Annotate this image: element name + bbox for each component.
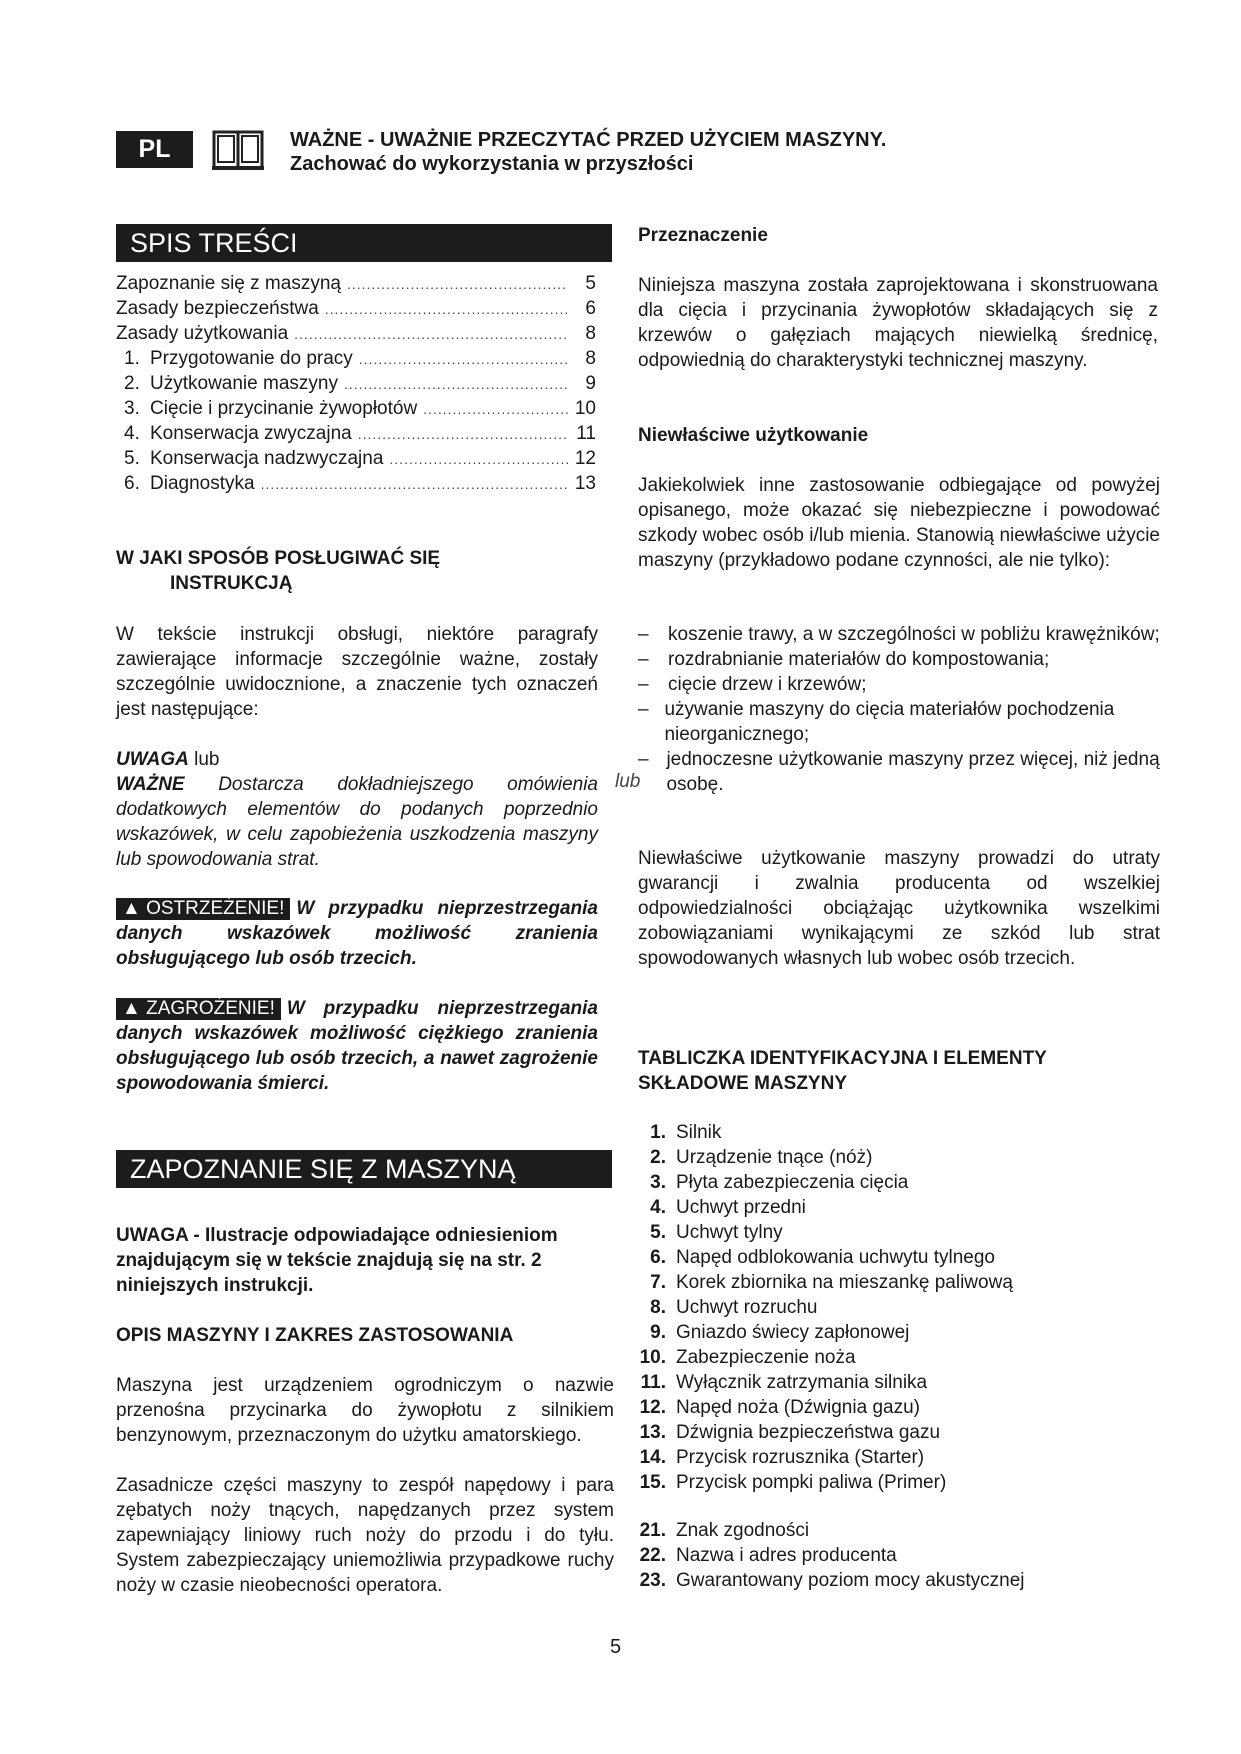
warning-paragraph: ▲ OSTRZEŻENIE! W przypadku nieprzestrzegania danych wskazówek możliwość zranienia obsługującego lub osób trzecich. — [116, 898, 598, 969]
list-item: 3. Płyta zabezpieczenia cięcia — [650, 1172, 909, 1193]
label-list — [628, 1518, 1188, 1593]
margin-mark: lub — [615, 771, 641, 792]
toc-subrow[interactable]: 4. Konserwacja zwyczajna ..... 11 — [116, 423, 596, 448]
list-item: 21. Znak zgodności — [639, 1520, 810, 1541]
parts-list — [628, 1120, 1188, 1495]
uwaga-line: UWAGA lub — [116, 749, 220, 770]
list-item: 7. Korek zbiornika na mieszankę paliwową — [650, 1272, 1013, 1293]
description-para-2: Zasadnicze części maszyny to zespół napędowy i para zębatych noży tnących, napędzanych przez system zapewniający liniowy ruch noży do przodu i do tyłu. System zabezpieczający uniemożliwia przypadkowe ruchy noży w czasie nieobecności operatora. — [116, 1475, 614, 1596]
misuse-heading: Niewłaściwe użytkowanie — [638, 425, 869, 446]
list-item: – rozdrabnianie materiałów do kompostowania; — [638, 649, 1050, 670]
danger-paragraph: ▲ ZAGROŻENIE! W przypadku nieprzestrzegania danych wskazówek możliwość ciężkiego zranienia obsługującego lub osób trzecich, a nawet zagrożenie spowodowania śmierci. — [116, 998, 598, 1094]
list-item: 13. Dźwignia bezpieczeństwa gazu — [639, 1422, 941, 1443]
misuse-consequence: Niewłaściwe użytkowanie maszyny prowadzi do utraty gwarancji i zwalnia producenta od wszelkiej odpowiedzialności obciążając użytkownika wszelkimi zobowiązaniami wynikającymi ze szkód lub strat spowodowanych własnych lub wobec osób trzecich. — [638, 848, 1160, 969]
list-item: – koszenie trawy, a w szczególności w pobliżu krawężników; — [638, 624, 1160, 645]
page-number: 5 — [610, 1636, 622, 1658]
howto-heading: W JAKI SPOSÓB POSŁUGIWAĆ SIĘ — [116, 548, 441, 569]
header-warning-line: WAŻNE - UWAŻNIE PRZECZYTAĆ PRZED UŻYCIEM MASZYNY. — [290, 129, 887, 151]
toc-subrow[interactable]: 5. Konserwacja nadzwyczajna ..... 12 — [116, 448, 596, 473]
language-badge: PL — [116, 131, 193, 168]
list-item: – cięcie drzew i krzewów; — [638, 674, 867, 695]
description-para-1: Maszyna jest urządzeniem ogrodniczym o nazwie przenośna przycinarka do żywopłotu z silnikiem benzynowym, przeznaczonym do użytku amatorskiego. — [116, 1375, 614, 1446]
book-icon — [212, 128, 264, 172]
intro-section-title: ZAPOZNANIE SIĘ Z MASZYNĄ — [116, 1150, 612, 1188]
list-item: 22. Nazwa i adres producenta — [639, 1545, 897, 1566]
list-item: – używanie maszyny do cięcia materiałów pochodzenia nieorganicznego; — [638, 699, 1115, 745]
list-item: 5. Uchwyt tylny — [650, 1222, 783, 1243]
list-item: – jednoczesne użytkowanie maszyny przez więcej, niż jedną osobę. — [638, 749, 1160, 795]
list-item: 1. Silnik — [650, 1122, 722, 1143]
toc-row[interactable]: Zasady bezpieczeństwa ..... 6 — [116, 298, 596, 323]
purpose-heading: Przeznaczenie — [638, 225, 768, 246]
plate-heading: TABLICZKA IDENTYFIKACYJNA I ELEMENTY SKŁADOWE MASZYNY — [638, 1048, 1047, 1094]
warning-badge: ▲ OSTRZEŻENIE! — [116, 898, 290, 920]
list-item: 23. Gwarantowany poziom mocy akustycznej — [639, 1570, 1025, 1591]
danger-badge: ▲ ZAGROŻENIE! — [116, 998, 281, 1020]
toc-subrow[interactable]: 1. Przygotowanie do pracy ..... 8 — [116, 348, 596, 373]
toc-title: SPIS TREŚCI — [116, 224, 612, 262]
toc-subrow[interactable]: 3. Cięcie i przycinanie żywopłotów ..... 10 — [116, 398, 596, 423]
list-item: 14. Przycisk rozrusznika (Starter) — [639, 1447, 925, 1468]
illustrations-note: UWAGA - Ilustracje odpowiadające odniesieniom znajdującym się w tekście znajdują się na str. 2 niniejszych instrukcji. — [116, 1225, 558, 1296]
wazne-paragraph: WAŻNE Dostarcza dokładniejszego omówienia dodatkowych elementów do podanych poprzednio wskazówek, w celu zapobieżenia uszkodzenia maszyny lub spowodowania strat. — [116, 774, 598, 870]
howto-intro: W tekście instrukcji obsługi, niektóre paragrafy zawierające informacje szczególnie ważne, zostały szczególnie uwidocznione, a znaczenie tych oznaczeń jest następujące: — [116, 624, 598, 720]
list-item: 15. Przycisk pompki paliwa (Primer) — [639, 1472, 947, 1493]
list-item: 9. Gniazdo świecy zapłonowej — [650, 1322, 910, 1343]
misuse-text: Jakiekolwiek inne zastosowanie odbiegające od powyżej opisanego, może okazać się niebezpieczne i powodować szkody wobec osób i/lub mienia. Stanowią niewłaściwe użycie maszyny (przykładowo podane czynności, ale nie tylko): — [638, 475, 1160, 571]
description-heading: OPIS MASZYNY I ZAKRES ZASTOSOWANIA — [116, 1325, 514, 1346]
toc-row[interactable]: Zapoznanie się z maszyną ..... 5 — [116, 273, 596, 298]
list-item: 11. Wyłącznik zatrzymania silnika — [640, 1372, 928, 1393]
list-item: 4. Uchwyt przedni — [650, 1197, 806, 1218]
toc-row[interactable]: Zasady użytkowania ..... 8 — [116, 323, 596, 348]
header-keep-line: Zachować do wykorzystania w przyszłości — [290, 153, 694, 175]
toc-subrow[interactable]: 2. Użytkowanie maszyny ..... 9 — [116, 373, 596, 398]
misuse-list — [638, 622, 1193, 797]
toc-subrow[interactable]: 6. Diagnostyka ..... 13 — [116, 473, 596, 498]
purpose-text: Niniejsza maszyna została zaprojektowana i skonstruowana dla cięcia i przycinania żywopłotów składających się z krzewów o gałęziach mających niewielką średnicę, odpowiednią do charakterystyki technicznej maszyny. — [638, 275, 1158, 371]
list-item: 6. Napęd odblokowania uchwytu tylnego — [650, 1247, 995, 1268]
list-item: 10. Zabezpieczenie noża — [639, 1347, 856, 1368]
table-of-contents — [116, 273, 596, 498]
list-item: 12. Napęd noża (Dźwignia gazu) — [639, 1397, 920, 1418]
list-item: 8. Uchwyt rozruchu — [650, 1297, 818, 1318]
list-item: 2. Urządzenie tnące (nóż) — [650, 1147, 873, 1168]
howto-heading-2: INSTRUKCJĄ — [170, 573, 293, 594]
